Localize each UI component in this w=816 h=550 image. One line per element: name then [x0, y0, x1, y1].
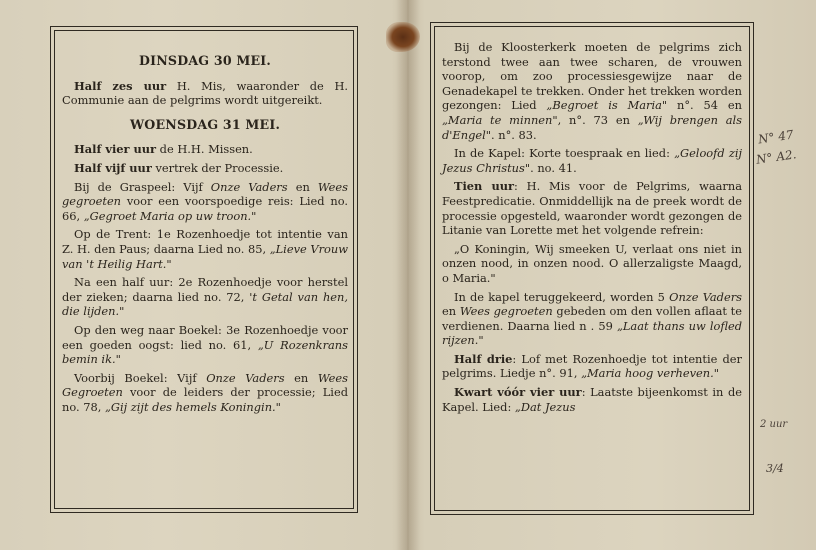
- paragraph: Kwart vóór vier uur: Laatste bijeenkomst in de Kapel. Lied: „Dat Jezus: [442, 385, 742, 414]
- paragraph: Bij de Kloosterkerk moeten de pelgrims zich terstond twee aan twee scharen, de vrouwen voorop, om zoo processiesgewijze naar de Genadekapel te trekken. Onder het trekken worden gezongen: Lied „Begroet is Maria" n°. 54 en „Maria te minnen", n°. 73 en „Wij brengen als d'Engel". n°. 83.: [442, 40, 743, 142]
- paragraph: Op de Trent: 1e Rozenhoedje tot intentie van Z. H. den Paus; daarna Lied no. 85, „Lieve Vrouw van 't Heilig Hart.": [62, 227, 348, 271]
- paragraph: Half zes uur H. Mis, waaronder de H. Communie aan de pelgrims wordt uitgereikt.: [62, 78, 349, 108]
- heading-dinsdag: DINSDAG 30 MEI.: [139, 53, 271, 68]
- paragraph: In de kapel teruggekeerd, worden 5 Onze Vaders en Wees gegroeten gebeden om den vollen aflaat te verdienen. Daarna lied n . 59 „Laat thans uw lofled rijzen.": [442, 289, 743, 348]
- handwritten-note: N° 47: [757, 127, 795, 147]
- paragraph: Half drie: Lof met Rozenhoedje tot intentie der pelgrims. Liedje n°. 91, „Maria hoog verheven.": [442, 351, 742, 381]
- paragraph: Op den weg naar Boekel: 3e Rozenhoedje voor een goeden oogst: lied no. 61, „U Rozenkrans bemin ik.": [62, 322, 348, 367]
- paragraph: Voorbij Boekel: Vijf Onze Vaders en Wees Gegroeten voor de leiders der processie; Lied no. 78, „Gij zijt des hemels Koningin.": [62, 370, 348, 414]
- refrain: „O Koningin, Wij smeeken U, verlaat ons niet in onzen nood, in onzen nood. O allerzaligste Maagd, o Maria.": [442, 241, 742, 285]
- handwritten-note: 3/4: [766, 462, 784, 475]
- right-column: [442, 40, 742, 418]
- paragraph: Half vijf uur vertrek der Processie.: [74, 160, 284, 175]
- paragraph: Half vier uur de H.H. Missen.: [74, 142, 253, 157]
- paragraph: Na een half uur: 2e Rozenhoedje voor herstel der zieken; daarna lied no. 72, 't Getal van hen, die lijden.": [62, 275, 348, 319]
- page-fold: [396, 0, 420, 550]
- handwritten-note: 2 uur: [760, 419, 788, 430]
- handwritten-note: N° A2.: [755, 147, 798, 167]
- paragraph: In de Kapel: Korte toespraak en lied: „Geloofd zij Jezus Christus". no. 41.: [442, 146, 742, 175]
- paragraph: Bij de Graspeel: Vijf Onze Vaders en Wees gegroeten voor een voorspoedige reis: Lied no. 66, „Gegroet Maria op uw troon.": [62, 179, 348, 223]
- heading-woensdag: WOENSDAG 31 MEI.: [129, 116, 281, 132]
- left-column: [62, 50, 348, 418]
- paragraph: Tien uur: H. Mis voor de Pelgrims, waarna Feestpredicatie. Onmiddellijk na de preek wordt de processie opgesteld, waaronder wordt gezongen de Litanie van Lorette met het volgende refrein:: [442, 179, 742, 238]
